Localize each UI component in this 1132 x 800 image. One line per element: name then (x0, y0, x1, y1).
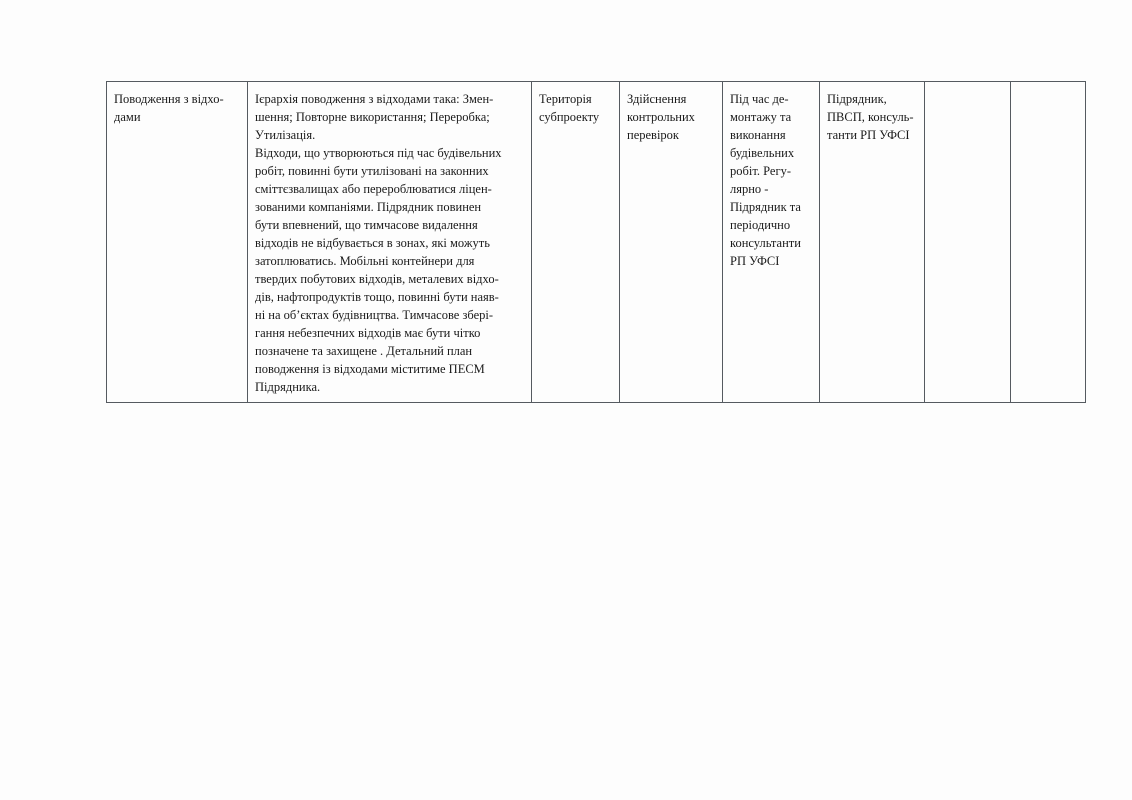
cell-notes (1011, 82, 1086, 403)
cell-aspect: Поводження з відхо- дами (107, 82, 248, 403)
cell-responsible: Підрядник, ПВСП, консуль- танти РП УФСІ (820, 82, 925, 403)
cell-location: Територія субпроекту (532, 82, 620, 403)
cell-frequency: Під час де- монтажу та виконання будівельних робіт. Регу- лярно - Підрядник та періодично консультанти РП УФСІ (723, 82, 820, 403)
cell-mitigation-measures: Ієрархія поводження з відходами така: Змен- шення; Повторне використання; Переробка; Утилізація. Відходи, що утворюються під час будівельних робіт, повинні бути утилізовані на законних сміттєзвалищах або перероблюватися ліцен- зованими компаніями. Підрядник повинен бути впевнений, що тимчасове видалення відходів не відбувається в зонах, які можуть затоплюватись. Мобільні контейнери для твердих побутових відходів, металевих відхо- дів, нафтопродуктів тощо, повинні бути наяв- ні на об’єктах будівництва. Тимчасове збері- гання небезпечних відходів має бути чітко позначене та захищене . Детальний план поводження із відходами міститиме ПЕСМ Підрядника. (248, 82, 532, 403)
cell-cost (925, 82, 1011, 403)
waste-management-table (106, 81, 1086, 403)
table-row (107, 82, 1086, 403)
cell-monitoring-method: Здійснення контрольних перевірок (620, 82, 723, 403)
